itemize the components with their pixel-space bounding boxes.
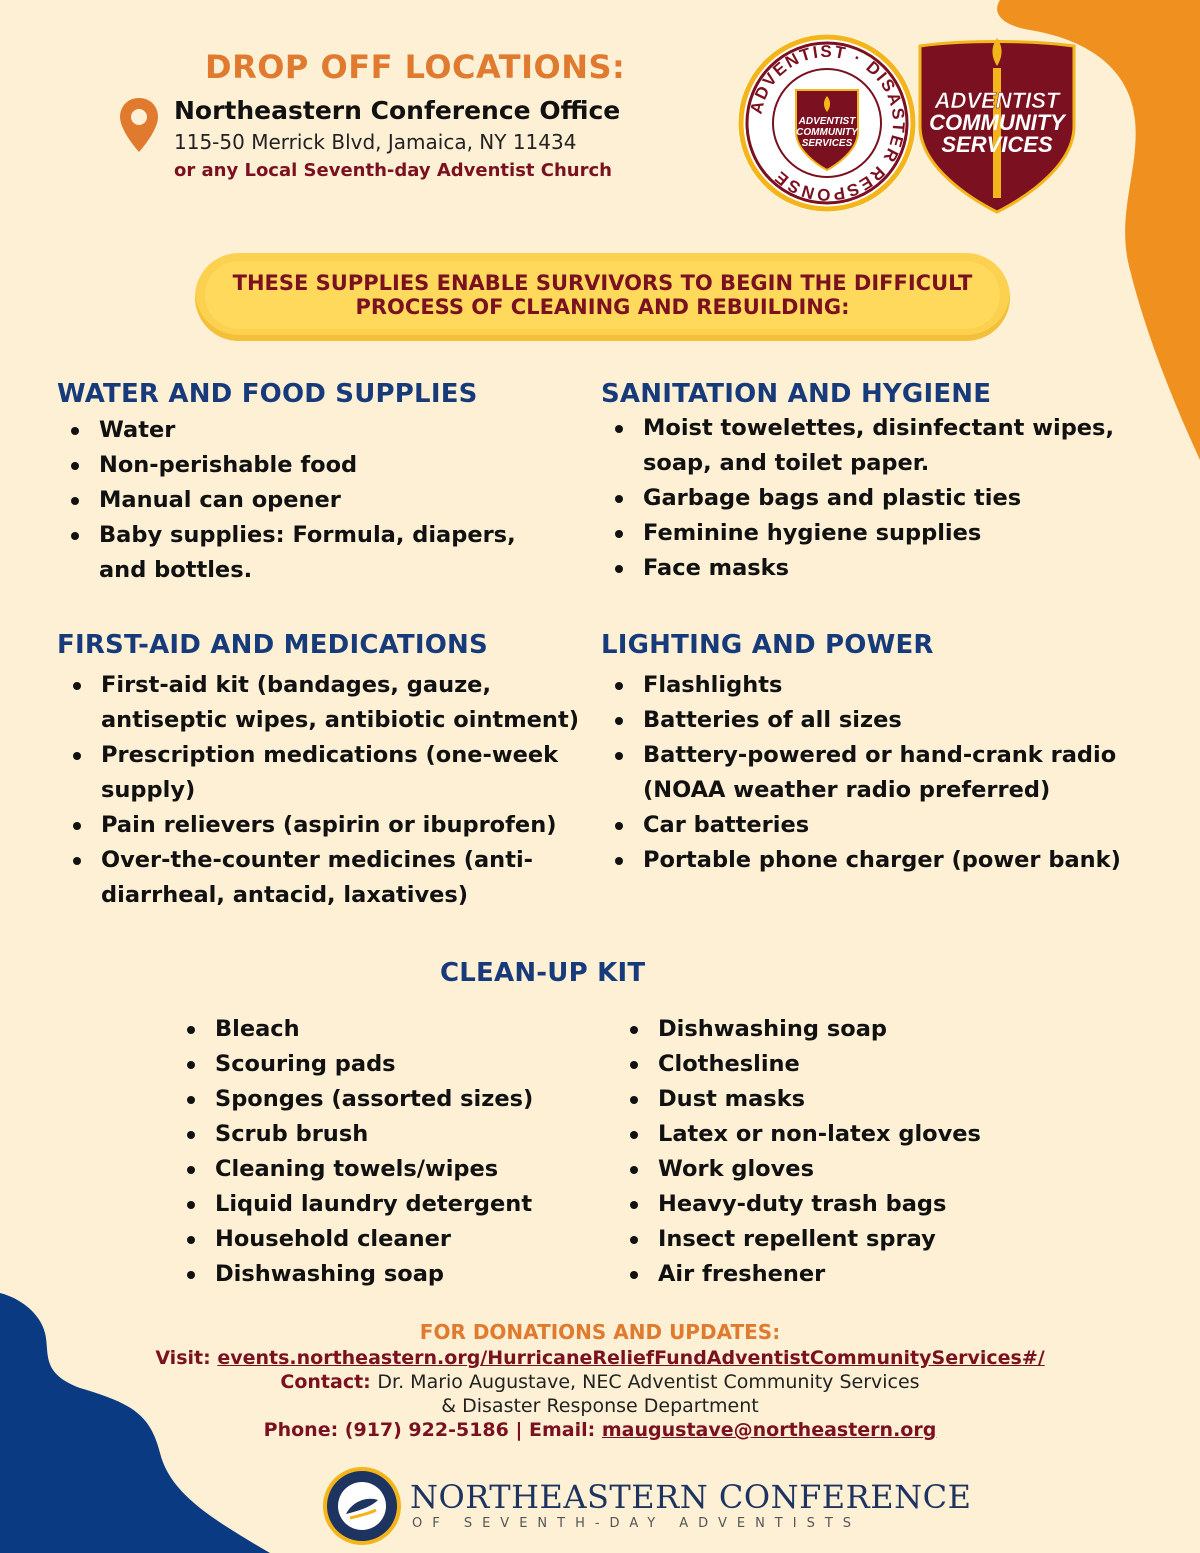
- list-item: Insect repellent spray: [616, 1222, 1036, 1257]
- visit-label: Visit:: [155, 1347, 211, 1369]
- acs-line2: COMMUNITY: [929, 110, 1065, 135]
- list-item: Baby supplies: Formula, diapers, and bottles.: [57, 518, 527, 588]
- nec-seal-logo: [322, 1466, 402, 1546]
- office-address: 115-50 Merrick Blvd, Jamaica, NY 11434: [174, 130, 577, 154]
- location-pin-icon: [118, 96, 160, 154]
- section-lighting: [601, 630, 1161, 878]
- list-item: Feminine hygiene supplies: [601, 516, 1121, 551]
- list-item: Pain relievers (aspirin or ibuprofen): [59, 808, 597, 843]
- list-item: Manual can opener: [57, 483, 527, 518]
- list-item: Dust masks: [616, 1082, 1036, 1117]
- contact-label: Contact:: [280, 1371, 371, 1393]
- list-item: Latex or non-latex gloves: [616, 1117, 1036, 1152]
- section-water-food: [57, 379, 537, 588]
- adventist-disaster-response-logo: [736, 32, 918, 214]
- list-item: Flashlights: [601, 668, 1156, 703]
- list-item: Scrub brush: [173, 1117, 593, 1152]
- phone-label: Phone: (917) 922-5186 | Email:: [263, 1419, 596, 1441]
- list-item: Batteries of all sizes: [601, 703, 1156, 738]
- acs-line3: SERVICES: [941, 132, 1053, 157]
- nec-brand-name: NORTHEASTERN CONFERENCE: [410, 1478, 972, 1516]
- list-item: Face masks: [601, 551, 1121, 586]
- disaster-ring-text: ADVENTIST · DISASTER RESPONSE: [746, 41, 909, 205]
- footer-visit-line: [0, 1346, 1200, 1370]
- contact-text: Dr. Mario Augustave, NEC Adventist Community Services: [377, 1371, 920, 1393]
- disaster-center-line1: ADVENTIST: [798, 116, 856, 127]
- contact-text-2: & Disaster Response Department: [441, 1395, 759, 1417]
- cleanup-list-left: [173, 1012, 593, 1292]
- footer-heading: FOR DONATIONS AND UPDATES:: [419, 1320, 781, 1344]
- list-item: First-aid kit (bandages, gauze, antiseptic wipes, antibiotic ointment): [59, 668, 597, 738]
- banner-line1: THESE SUPPLIES ENABLE SURVIVORS TO BEGIN THE DIFFICULT: [232, 271, 973, 295]
- footer-contact-line: [0, 1370, 1200, 1394]
- list-item: Household cleaner: [173, 1222, 593, 1257]
- list-item: Car batteries: [601, 808, 1156, 843]
- section-title: LIGHTING AND POWER: [601, 630, 934, 660]
- list-item: Prescription medications (one-week supply): [59, 738, 597, 808]
- acs-line1: ADVENTIST: [934, 88, 1060, 113]
- donation-link[interactable]: events.northeastern.org/HurricaneReliefFundAdventistCommunityServices#/: [217, 1347, 1045, 1369]
- drop-off-title: DROP OFF LOCATIONS:: [205, 48, 626, 86]
- list-item: Battery-powered or hand-crank radio (NOAA weather radio preferred): [601, 738, 1156, 808]
- cleanup-list-right: [616, 1012, 1036, 1292]
- section-first-aid: [57, 630, 602, 913]
- list-item: Non-perishable food: [57, 448, 527, 483]
- supplies-banner: [195, 253, 1010, 341]
- list-item: Moist towelettes, disinfectant wipes, soap, and toilet paper.: [601, 411, 1121, 481]
- section-sanitation: [601, 379, 1141, 586]
- list-item: Clothesline: [616, 1047, 1036, 1082]
- donation-footer: [0, 1318, 1200, 1442]
- list-item: Over-the-counter medicines (anti-diarrheal, antacid, laxatives): [59, 843, 597, 913]
- list-item: Bleach: [173, 1012, 593, 1047]
- list-item: Dishwashing soap: [616, 1012, 1036, 1047]
- banner-line2: PROCESS OF CLEANING AND REBUILDING:: [355, 295, 850, 319]
- section-title: SANITATION AND HYGIENE: [601, 379, 992, 409]
- adventist-community-services-logo: [912, 26, 1082, 216]
- list-item: Sponges (assorted sizes): [173, 1082, 593, 1117]
- list-item: Air freshener: [616, 1257, 1036, 1292]
- email-link[interactable]: maugustave@northeastern.org: [601, 1419, 937, 1441]
- cleanup-title: CLEAN-UP KIT: [440, 958, 646, 988]
- list-item: Cleaning towels/wipes: [173, 1152, 593, 1187]
- nec-brand-sub: OF SEVENTH-DAY ADVENTISTS: [412, 1516, 862, 1531]
- section-title: WATER AND FOOD SUPPLIES: [57, 379, 478, 409]
- list-item: Liquid laundry detergent: [173, 1187, 593, 1222]
- list-item: Water: [57, 413, 527, 448]
- list-item: Dishwashing soap: [173, 1257, 593, 1292]
- list-item: Heavy-duty trash bags: [616, 1187, 1036, 1222]
- list-item: Work gloves: [616, 1152, 1036, 1187]
- office-alternative: or any Local Seventh-day Adventist Church: [174, 160, 612, 181]
- disaster-center-line3: SERVICES: [801, 138, 853, 149]
- disaster-center-line2: COMMUNITY: [796, 127, 858, 138]
- list-item: Scouring pads: [173, 1047, 593, 1082]
- section-title: FIRST-AID AND MEDICATIONS: [57, 630, 488, 660]
- list-item: Garbage bags and plastic ties: [601, 481, 1121, 516]
- list-item: Portable phone charger (power bank): [601, 843, 1156, 878]
- office-name: Northeastern Conference Office: [174, 96, 621, 125]
- footer-phone-line: [0, 1418, 1200, 1442]
